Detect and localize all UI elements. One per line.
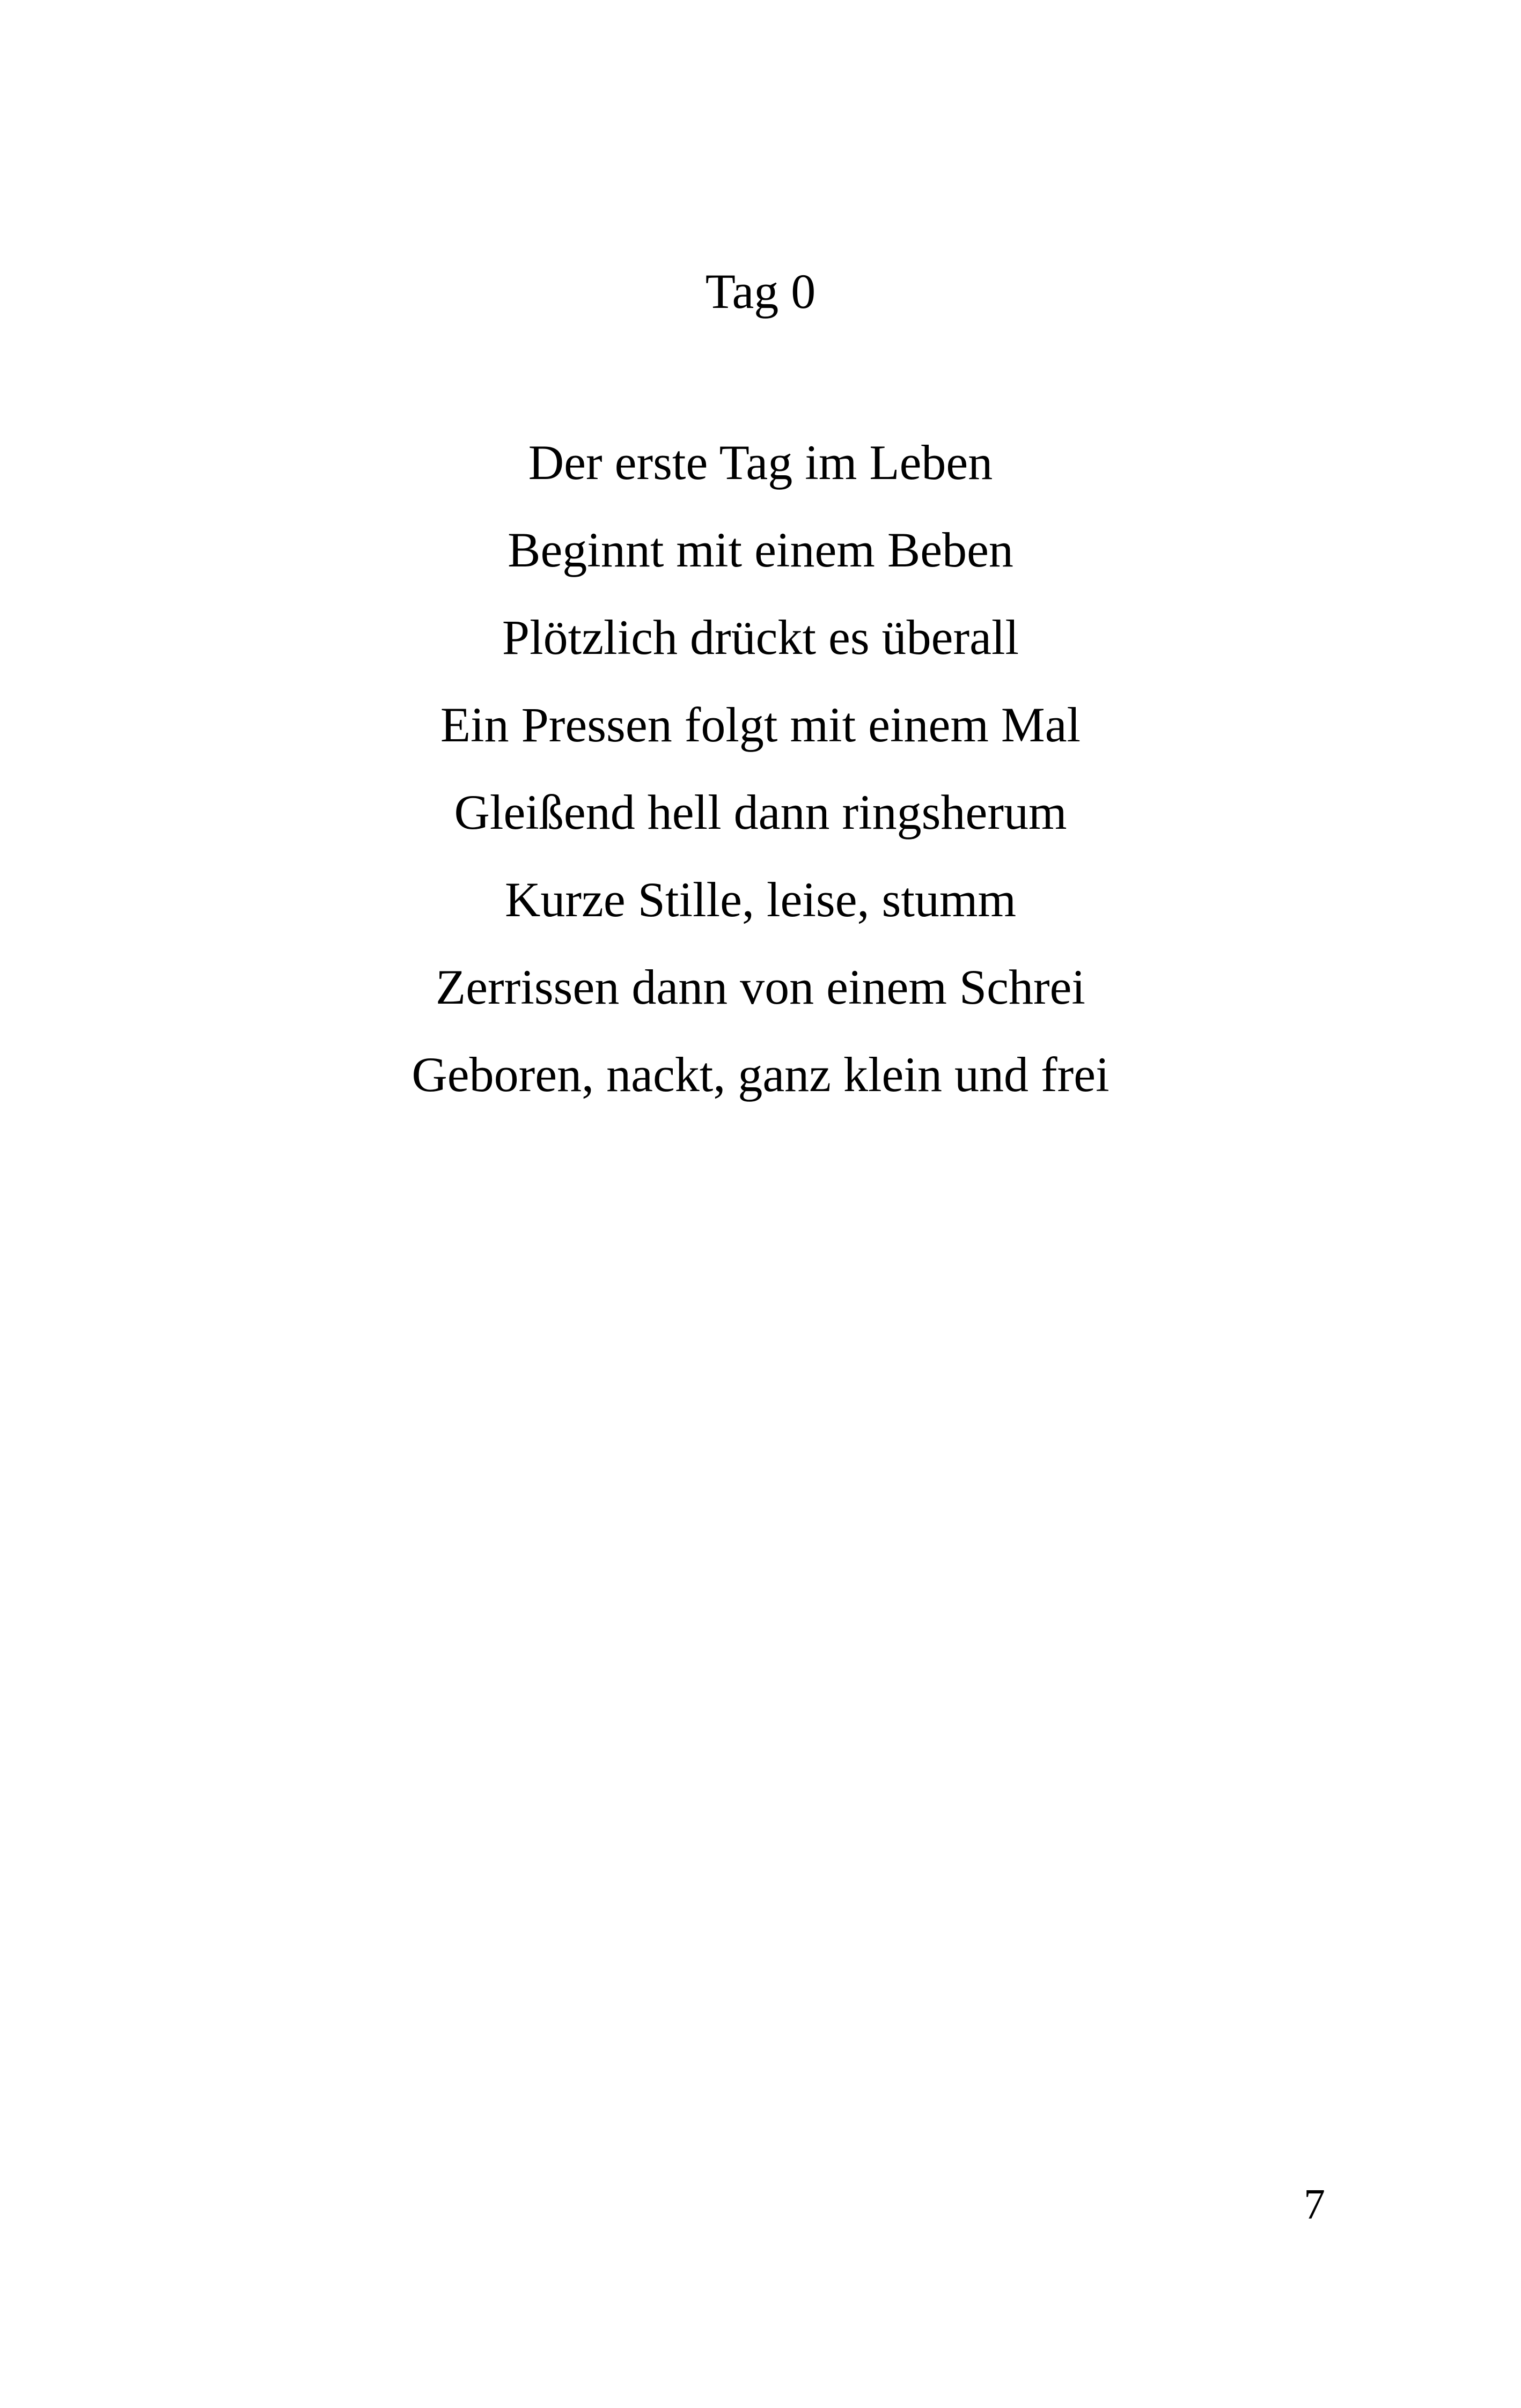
- poem-line: Der erste Tag im Leben: [528, 435, 993, 490]
- poem-line: Gleißend hell dann ringsherum: [454, 785, 1067, 840]
- poem-line: Ein Pressen folgt mit einem Mal: [440, 697, 1081, 752]
- poem-line: Geboren, nackt, ganz klein und frei: [412, 1047, 1109, 1102]
- poem-line: Plötzlich drückt es überall: [502, 610, 1019, 665]
- poem-line: Zerrissen dann von einem Schrei: [436, 960, 1085, 1014]
- page-number: 7: [1304, 2181, 1325, 2228]
- poem-line: Beginnt mit einem Beben: [508, 522, 1013, 577]
- poem-title: Tag 0: [705, 264, 816, 319]
- poem-body: [0, 422, 1521, 1122]
- poem-line: Kurze Stille, leise, stumm: [504, 872, 1017, 927]
